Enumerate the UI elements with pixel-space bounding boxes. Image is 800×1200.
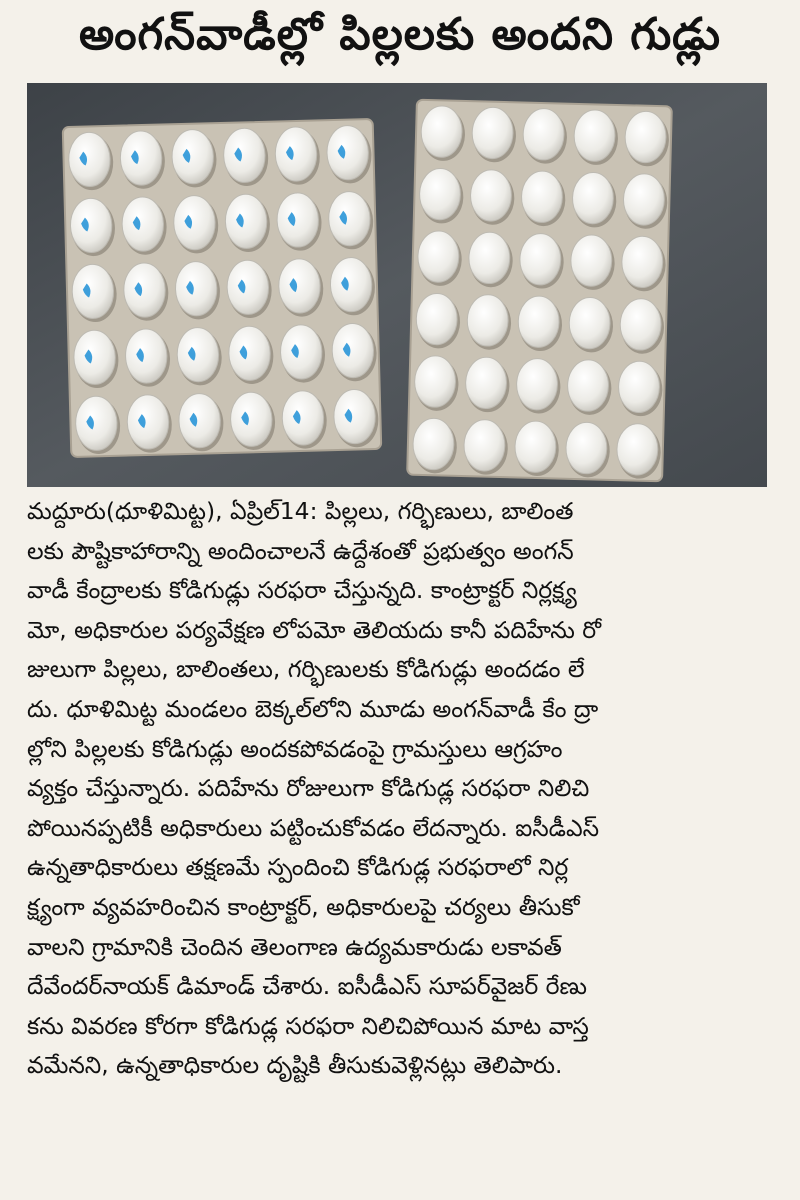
egg — [467, 294, 509, 346]
egg-trays-photo — [27, 83, 767, 487]
egg — [417, 230, 459, 282]
right-egg-tray — [407, 100, 672, 482]
article-line: వాడీ కేంద్రాలకు కోడిగుడ్లు సరఫరా చేస్తున్నది. కాంట్రాక్టర్ నిర్లక్ష్య — [27, 576, 577, 605]
egg — [468, 232, 510, 284]
article-line: వాలని గ్రామానికి చెందిన తెలంగాణ ఉద్యమకారుడు లకావత్ — [27, 932, 562, 961]
headline: అంగన్‌వాడీల్లో పిల్లలకు అందని గుడ్లు — [79, 9, 721, 60]
egg — [521, 171, 563, 223]
egg — [567, 359, 609, 411]
article-line: ఉన్నతాధికారులు తక్షణమే స్పందించి కోడిగుడ్ల సరఫరాలో నిర్ల — [27, 853, 569, 882]
article-line: లకు పౌష్టికాహారాన్ని అందించాలనే ఉద్దేశంతో ప్రభుత్వం అంగన్ — [27, 536, 574, 565]
egg — [463, 419, 505, 471]
egg — [523, 108, 565, 160]
article-line: వమేనని, ఉన్నతాధికారుల దృష్టికి తీసుకువెళ్లినట్లు తెలిపారు. — [27, 1051, 563, 1080]
egg — [519, 233, 561, 285]
egg — [620, 298, 662, 350]
article-line: పోయినప్పటికీ అధికారులు పట్టించుకోవడం లేదన్నారు. ఐసీడీఎస్ — [27, 813, 600, 842]
egg — [624, 111, 666, 163]
article-line: క్ష్యంగా వ్యవహరించిన కాంట్రాక్టర్, అధికారులపై చర్యలు తీసుకో — [27, 892, 580, 921]
egg — [574, 109, 616, 161]
egg — [616, 423, 658, 475]
egg — [416, 293, 458, 345]
egg — [472, 107, 514, 159]
egg — [569, 297, 611, 349]
egg — [518, 296, 560, 348]
egg — [516, 358, 558, 410]
left-egg-tray — [63, 119, 382, 457]
egg — [514, 421, 556, 473]
article-line: ల్లోని పిల్లలకు కోడిగుడ్లు అందకపోవడంపై గ్రామస్తులు ఆగ్రహం — [27, 734, 563, 763]
egg — [419, 168, 461, 220]
egg — [621, 236, 663, 288]
egg — [570, 234, 612, 286]
article-line: వ్యక్తం చేస్తున్నారు. పదిహేను రోజులుగా కోడిగుడ్ల సరఫరా నిలిచి — [27, 774, 590, 803]
egg — [623, 173, 665, 225]
egg — [618, 361, 660, 413]
egg — [565, 422, 607, 474]
article-line: దేవేందర్‌నాయక్ డిమాండ్ చేశారు. ఐసీడీఎస్ సూపర్‌వైజర్ రేణు — [27, 972, 587, 1001]
article-line: మద్దూరు(ధూళిమిట్ట), ఏప్రిల్‌14: పిల్లలు, గర్భిణులు, బాలింత — [27, 497, 574, 525]
article-body — [27, 492, 777, 1086]
egg — [421, 105, 463, 157]
egg — [572, 172, 614, 224]
article-line: కను వివరణ కోరగా కోడిగుడ్ల సరఫరా నిలిచిపోయిన మాట వాస్త — [27, 1011, 589, 1040]
egg — [414, 355, 456, 407]
article-line: దు. ధూళిమిట్ట మండలం బెక్కల్‌లోని మూడు అంగన్‌వాడీ కేం ద్రా — [27, 694, 599, 723]
egg — [412, 418, 454, 470]
article-line: జులుగా పిల్లలు, బాలింతలు, గర్భిణులకు కోడిగుడ్లు అందడం లే — [27, 655, 585, 684]
egg-trays-illustration — [27, 83, 767, 487]
egg — [465, 357, 507, 409]
article-line: మో, అధికారుల పర్యవేక్షణ లోపమో తెలియదు కానీ పదిహేను రో — [27, 615, 602, 644]
egg — [470, 169, 512, 221]
